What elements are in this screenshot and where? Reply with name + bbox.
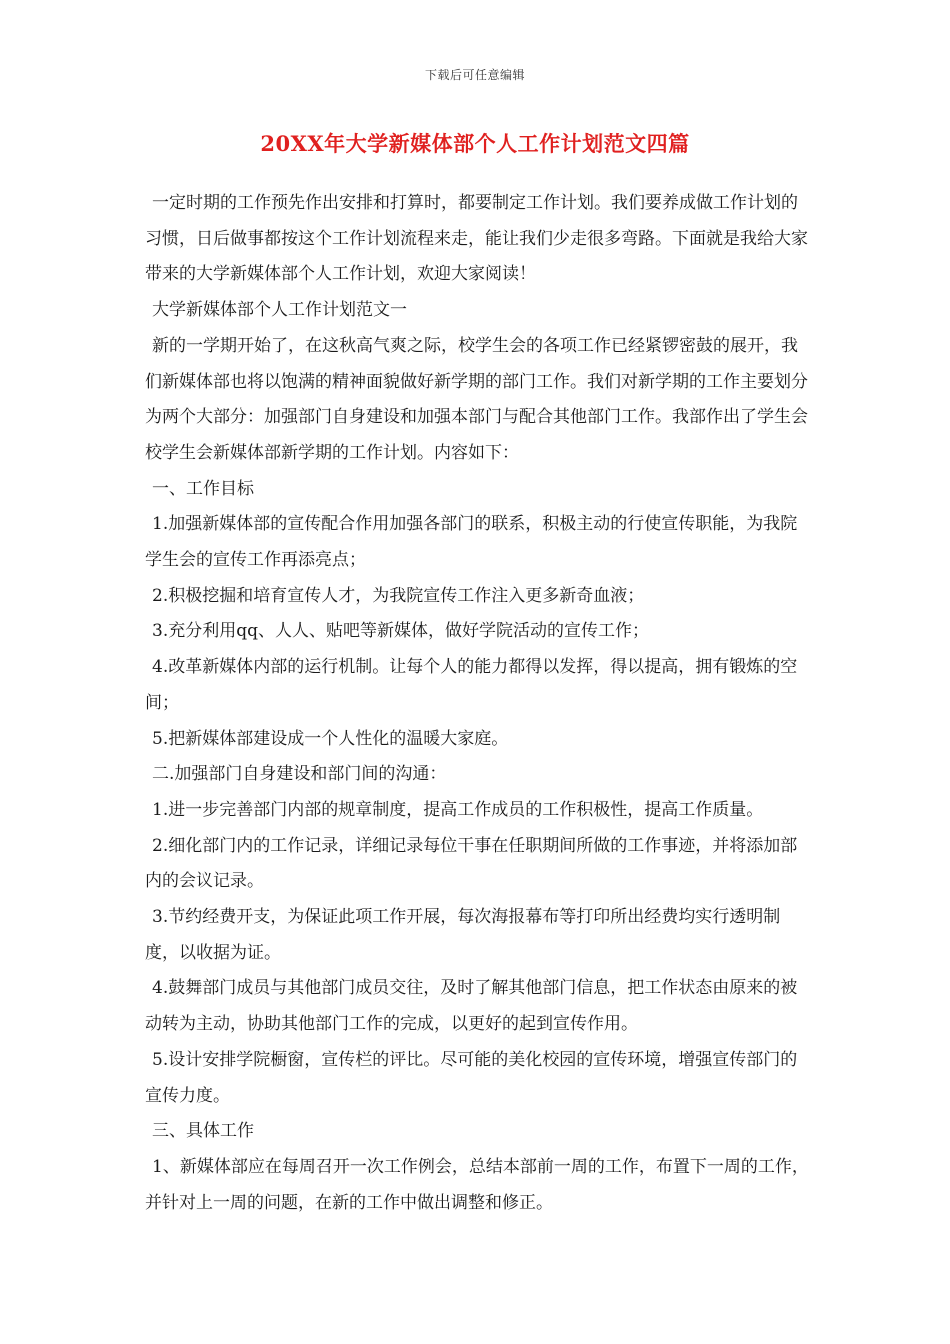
- list-item: 3.充分利用qq、人人、贴吧等新媒体，做好学院活动的宣传工作；: [152, 621, 649, 642]
- list-item: 1、新媒体部应在每周召开一次工作例会，总结本部前一周的工作，布置下一周的工作，并针对上一周的问题，在新的工作中做出调整和修正。: [145, 1156, 809, 1213]
- section-heading: 二.加强部门自身建设和部门间的沟通：: [152, 764, 447, 785]
- list-item: 4.鼓舞部门成员与其他部门成员交往，及时了解其他部门信息，把工作状态由原来的被动转为主动，协助其他部门工作的完成，以更好的起到宣传作用。: [145, 978, 798, 1035]
- list-item: 5.把新媒体部建设成一个人性化的温暖大家庭。: [152, 728, 509, 749]
- list-item: 2.细化部门内的工作记录，详细记录每位干事在任职期间所做的工作事迹，并将添加部内的会议记录。: [145, 835, 798, 892]
- document-title: 20XX年大学新媒体部个人工作计划范文四篇: [260, 131, 690, 156]
- section-heading: 一、工作目标: [152, 478, 254, 499]
- list-item: 4.改革新媒体内部的运行机制。让每个人的能力都得以发挥，得以提高，拥有锻炼的空间；: [145, 657, 798, 713]
- list-item: 1.进一步完善部门内部的规章制度，提高工作成员的工作积极性，提高工作质量。: [152, 799, 764, 820]
- header-note: 下载后可任意编辑: [424, 68, 525, 82]
- intro-paragraph: 一定时期的工作预先作出安排和打算时，都要制定工作计划。我们要养成做工作计划的习惯，日后做事都按这个工作计划流程来走，能让我们少走很多弯路。下面就是我给大家带来的大学新媒体部个人工作计划，欢迎大家阅读！: [145, 193, 808, 285]
- section-heading: 大学新媒体部个人工作计划范文一: [152, 300, 407, 321]
- section-heading: 三、具体工作: [152, 1121, 254, 1142]
- paragraph: 新的一学期开始了，在这秋高气爽之际，校学生会的各项工作已经紧锣密鼓的展开，我们新媒体部也将以饱满的精神面貌做好新学期的部门工作。我们对新学期的工作主要划分为两个大部分：加强部门自身建设和加强本部门与配合其他部门工作。我部作出了学生会校学生会新媒体部新学期的工作计划。内容如下：: [145, 335, 808, 463]
- list-item: 2.积极挖掘和培育宣传人才，为我院宣传工作注入更多新奇血液；: [152, 585, 645, 606]
- list-item: 5.设计安排学院橱窗，宣传栏的评比。尽可能的美化校园的宣传环境，增强宣传部门的宣传力度。: [145, 1049, 798, 1106]
- document-body: [145, 186, 813, 1221]
- list-item: 1.加强新媒体部的宣传配合作用加强各部门的联系，积极主动的行使宣传职能，为我院学生会的宣传工作再添亮点；: [145, 514, 798, 571]
- list-item: 3.节约经费开支，为保证此项工作开展，每次海报幕布等打印所出经费均实行透明制度，以收据为证。: [145, 907, 781, 963]
